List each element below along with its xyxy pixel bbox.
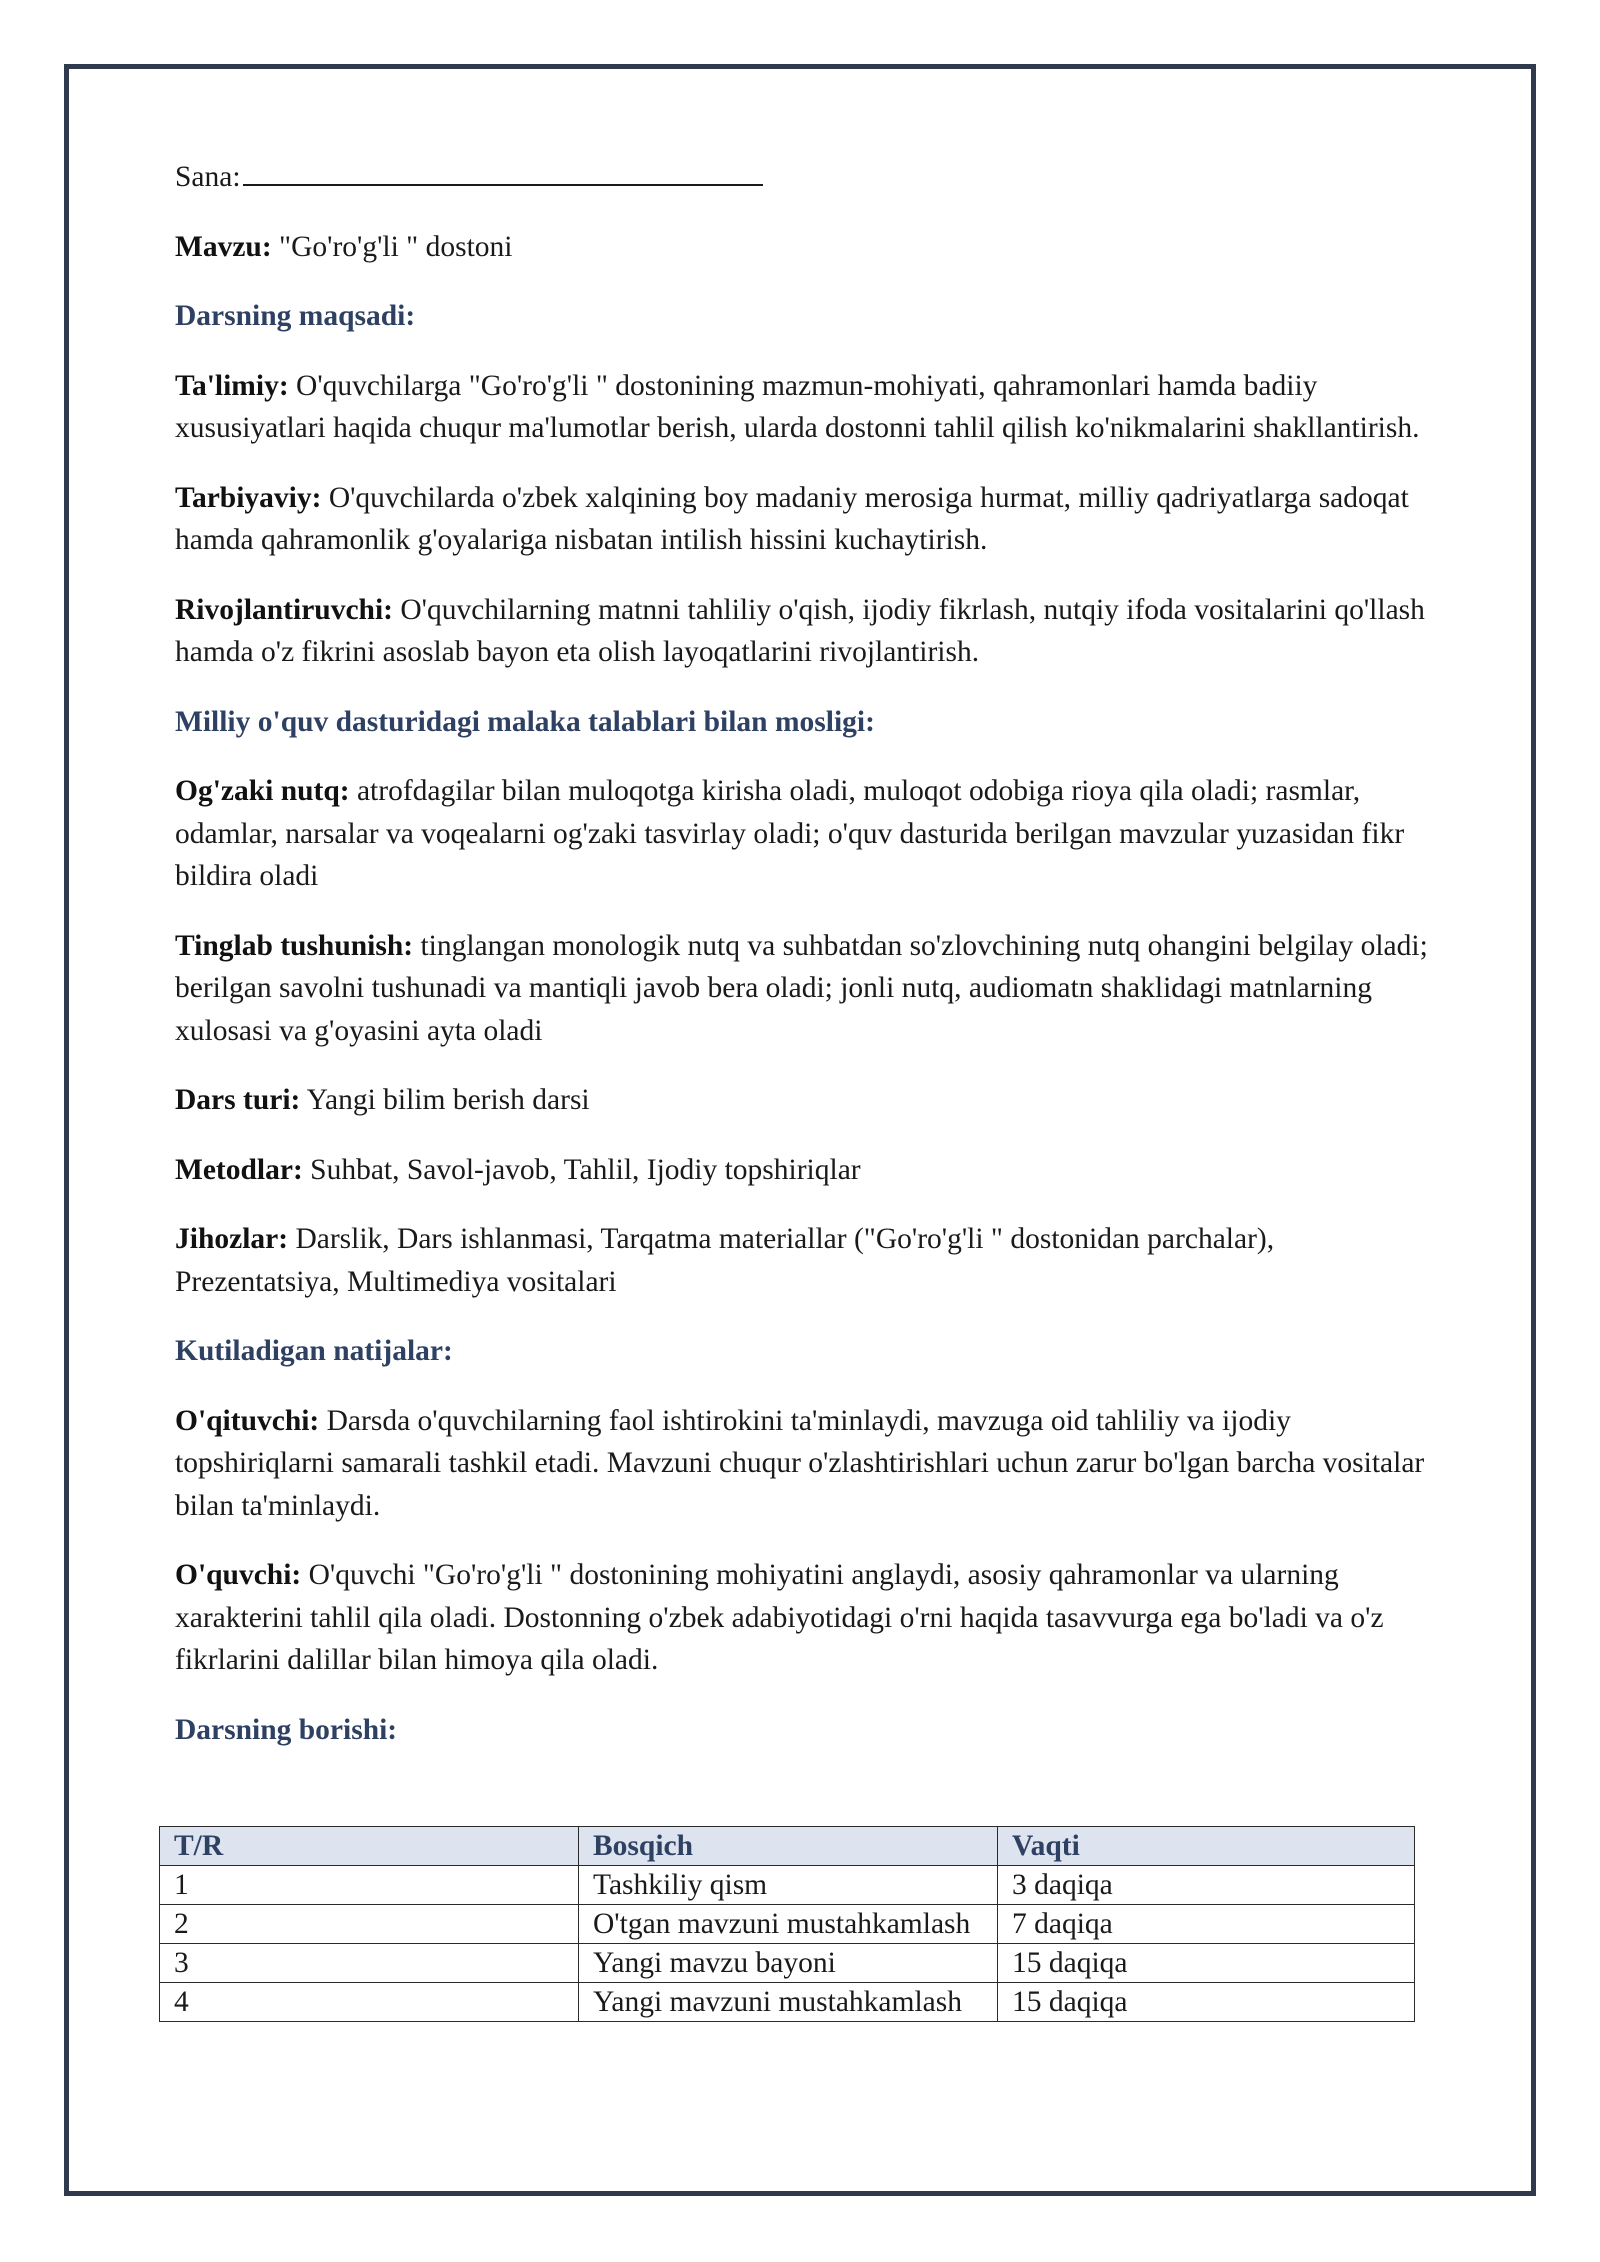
lesson-type-label: Dars turi: — [175, 1084, 301, 1116]
listening-text: tinglangan monologik nutq va suhbatdan so'zlovchining nutq ohangini belgilay oladi; berilgan savolni tushunadi va mantiqli javob bera oladi; jonli nutq, audiomatn shaklidagi matnlarning xulosasi va g'oyasini ayta oladi — [175, 929, 1428, 1047]
table-cell: Yangi mavzuni mustahkamlash — [579, 1983, 998, 2022]
goals-heading: Darsning maqsadi: — [175, 300, 416, 332]
educational-goal-label: Ta'limiy: — [175, 369, 289, 402]
table-row — [160, 1944, 1415, 1983]
table-cell: 1 — [160, 1866, 579, 1905]
table-header-cell: T/R — [160, 1827, 579, 1866]
listening-comprehension — [175, 925, 1445, 1053]
teacher-result-text: Darsda o'quvchilarning faol ishtirokini ta'minlaydi, mavzuga oid tahliliy va ijodiy topshiriqlarni samarali tashkil etadi. Mavzuni chuqur o'zlashtirishlari uchun zarur bo'lgan barcha vositalar bilan ta'minlaydi. — [175, 1404, 1425, 1522]
table-header-cell: Bosqich — [579, 1827, 998, 1866]
developmental-goal — [175, 589, 1445, 674]
topic-line — [175, 226, 1445, 269]
table-cell: O'tgan mavzuni mustahkamlash — [579, 1905, 998, 1944]
teacher-result — [175, 1400, 1445, 1528]
methods — [175, 1149, 1445, 1192]
oral-speech — [175, 770, 1445, 898]
table-cell: 7 daqiqa — [998, 1905, 1415, 1944]
expected-results-heading: Kutiladigan natijalar: — [175, 1335, 453, 1367]
student-result — [175, 1554, 1445, 1682]
table-cell: 15 daqiqa — [998, 1983, 1415, 2022]
equipment-label: Jihozlar: — [175, 1223, 289, 1255]
date-label: Sana: — [175, 161, 241, 193]
curriculum-heading: Milliy o'quv dasturidagi malaka talablari bilan mosligi: — [175, 705, 875, 738]
developmental-goal-text: O'quvchilarning matnni tahliliy o'qish, ijodiy fikrlash, nutqiy ifoda vositalarini qo'llash hamda o'z fikrini asoslab bayon eta olish layoqatlarini rivojlantirish. — [175, 593, 1425, 668]
table-row — [160, 1905, 1415, 1944]
developmental-goal-label: Rivojlantiruvchi: — [175, 593, 393, 626]
educational-goal-text: O'quvchilarga "Go'ro'g'li " dostonining mazmun-mohiyati, qahramonlari hamda badiiy xususiyatlari haqida chuqur ma'lumotlar berish, ularda dostonni tahlil qilish ko'nikmalarini shakllantirish. — [175, 369, 1420, 444]
topic-text: "Go'ro'g'li " dostoni — [271, 230, 513, 263]
lesson-flow-heading: Darsning borishi: — [175, 1713, 398, 1746]
table-header-row — [160, 1827, 1415, 1866]
educational-goal — [175, 365, 1445, 450]
equipment-text: Darslik, Dars ishlanmasi, Tarqatma materiallar ("Go'ro'g'li " dostonidan parchalar), Prezentatsiya, Multimediya vositalari — [175, 1223, 1275, 1298]
student-result-text: O'quvchi "Go'ro'g'li " dostonining mohiyatini anglaydi, asosiy qahramonlar va ularning xarakterini tahlil qila oladi. Dostonning o'zbek adabiyotidagi o'rni haqida tasavvurga ega bo'ladi va o'z fikrlarini dalillar bilan himoya qila oladi. — [175, 1559, 1384, 1676]
table-cell: Tashkiliy qism — [579, 1866, 998, 1905]
oral-speech-text: atrofdagilar bilan muloqotga kirisha oladi, muloqot odobiga rioya qila oladi; rasmlar, odamlar, narsalar va voqealarni og'zaki tasvirlay oladi; o'quv dasturida berilgan mavzular yuzasidan fikr bildira oladi — [175, 775, 1405, 892]
topic-label: Mavzu: — [175, 230, 272, 263]
methods-text: Suhbat, Savol-javob, Tahlil, Ijodiy topshiriqlar — [302, 1153, 861, 1186]
table-cell: 15 daqiqa — [998, 1944, 1415, 1983]
date-blank-line — [243, 150, 763, 186]
oral-speech-label: Og'zaki nutq: — [175, 775, 350, 807]
table-cell: 3 daqiqa — [998, 1866, 1415, 1905]
table-row — [160, 1983, 1415, 2022]
table-cell: 4 — [160, 1983, 579, 2022]
date-line — [175, 150, 1445, 199]
teacher-result-label: O'qituvchi: — [175, 1404, 320, 1437]
upbringing-goal-text: O'quvchilarda o'zbek xalqining boy madaniy merosiga hurmat, milliy qadriyatlarga sadoqat hamda qahramonlik g'oyalariga nisbatan intilish hissini kuchaytirish. — [175, 481, 1409, 556]
table-cell: Yangi mavzu bayoni — [579, 1944, 998, 1983]
table-row — [160, 1866, 1415, 1905]
lesson-plan-content — [175, 150, 1445, 1778]
lesson-flow-table — [159, 1826, 1415, 2022]
student-result-label: O'quvchi: — [175, 1559, 302, 1591]
table-cell: 2 — [160, 1905, 579, 1944]
upbringing-goal-label: Tarbiyaviy: — [175, 481, 322, 514]
upbringing-goal — [175, 477, 1445, 562]
table-cell: 3 — [160, 1944, 579, 1983]
table-header-cell: Vaqti — [998, 1827, 1415, 1866]
listening-label: Tinglab tushunish: — [175, 929, 414, 962]
equipment — [175, 1218, 1445, 1303]
methods-label: Metodlar: — [175, 1153, 303, 1186]
lesson-type-text: Yangi bilim berish darsi — [300, 1084, 590, 1116]
lesson-type — [175, 1079, 1445, 1122]
